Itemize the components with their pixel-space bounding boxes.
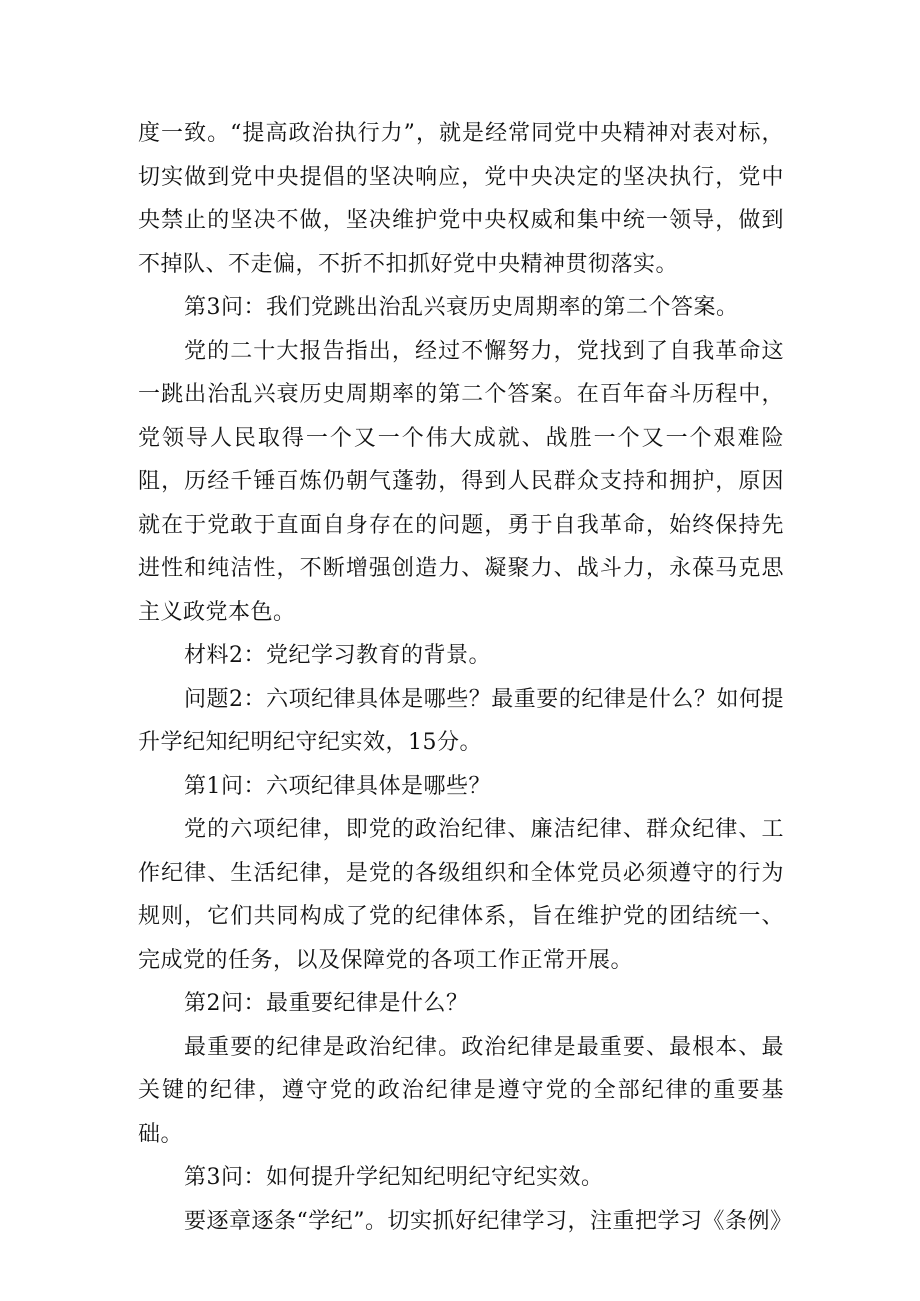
document-page	[138, 112, 793, 1243]
question-heading: 第1问：六项纪律具体是哪些？	[184, 773, 491, 799]
question-heading: 第2问：最重要纪律是什么？	[184, 991, 469, 1016]
answer-paragraph: 党的六项纪律，即党的政治纪律、廉洁纪律、群众纪律、工作纪律、生活纪律，是党的各级组织和全体党员必须遵守的行为规则，它们共同构成了党的纪律体系，旨在维护党的团结统一、完成党的任务，以及保障党的各项工作正常开展。	[138, 817, 784, 973]
answer-paragraph: 要逐章逐条“学纪”。切实抓好纪律学习，注重把学习《条例》	[184, 1208, 793, 1234]
answer-paragraph: 最重要的纪律是政治纪律。政治纪律是最重要、最根本、最关键的纪律，遵守党的政治纪律是遵守党的全部纪律的重要基础。	[138, 1034, 784, 1147]
question-heading: 第3问：我们党跳出治乱兴衰历史周期率的第二个答案。	[184, 295, 739, 320]
paragraph-continuation: 度一致。“提高政治执行力”，就是经常同党中央精神对表对标，切实做到党中央提倡的坚决响应，党中央决定的坚决执行，党中央禁止的坚决不做，坚决维护党中央权威和集中统一领导，做到不掉队、不走偏，不折不扣抓好党中央精神贯彻落实。	[138, 121, 784, 277]
material-heading: 材料2：党纪学习教育的背景。	[184, 643, 491, 668]
problem-heading: 问题2：六项纪律具体是哪些？最重要的纪律是什么？如何提升学纪知纪明纪守纪实效，15分。	[138, 686, 784, 755]
answer-paragraph: 党的二十大报告指出，经过不懈努力，党找到了自我革命这一跳出治乱兴衰历史周期率的第二个答案。在百年奋斗历程中，党领导人民取得一个又一个伟大成就、战胜一个又一个艰难险阻，历经千锤百炼仍朝气蓬勃，得到人民群众支持和拥护，原因就在于党敢于直面自身存在的问题，勇于自我革命，始终保持先进性和纯洁性，不断增强创造力、凝聚力、战斗力，永葆马克思主义政党本色。	[138, 338, 784, 625]
question-heading: 第3问：如何提升学纪知纪明纪守纪实效。	[184, 1165, 604, 1190]
